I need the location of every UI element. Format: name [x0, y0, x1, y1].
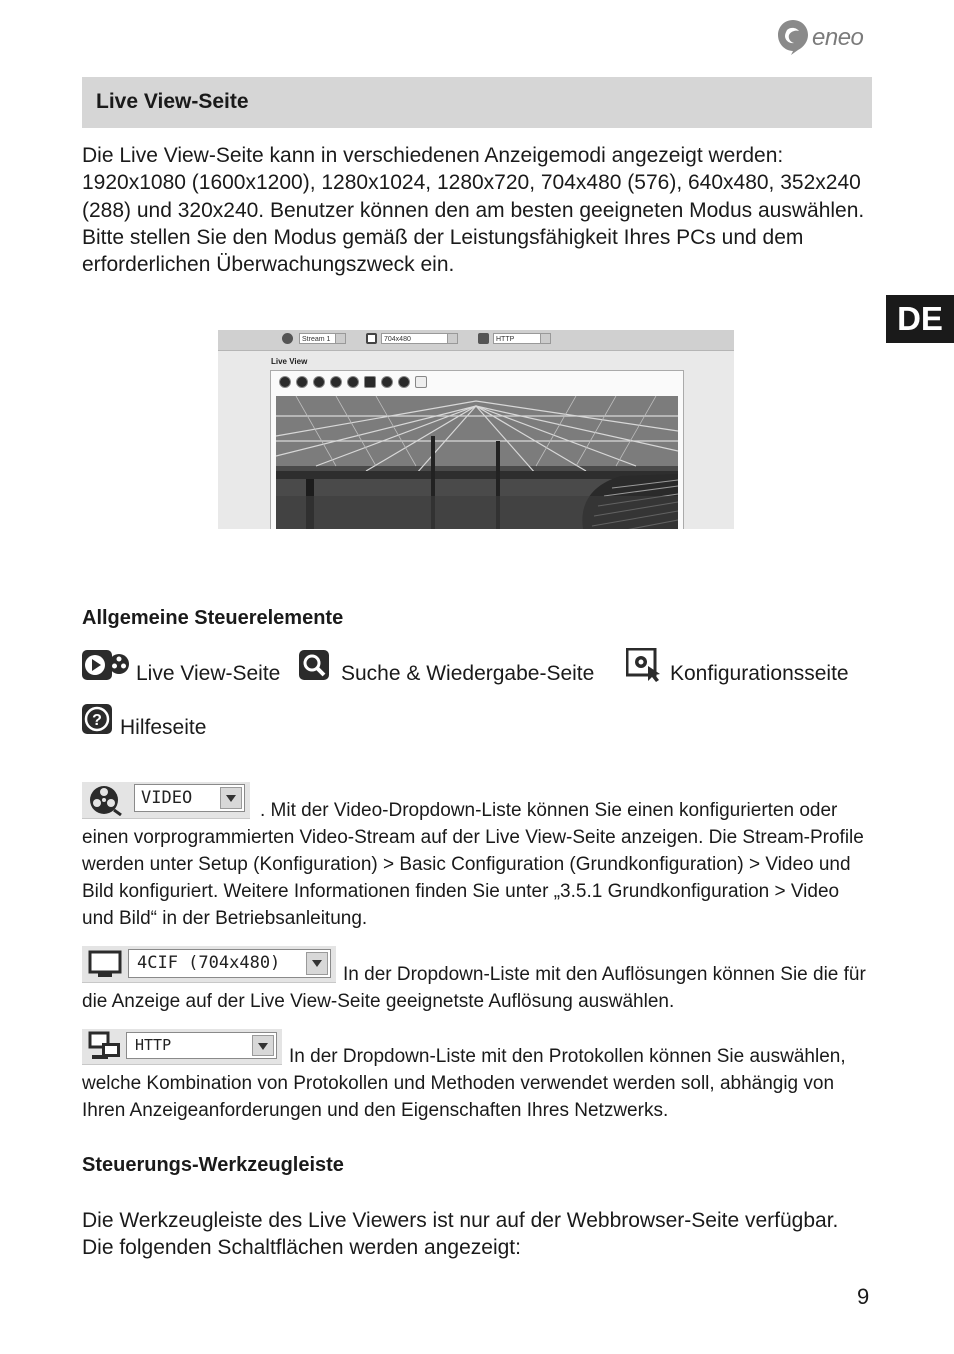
screenshot-panel-label: Live View	[271, 357, 308, 366]
zoom-in-icon	[330, 376, 342, 388]
close-icon	[364, 376, 376, 388]
live-view-screenshot	[218, 330, 734, 529]
logo-wordmark: eneo	[812, 24, 864, 51]
section-heading-general: Allgemeine Steuerelemente	[82, 607, 344, 629]
search-icon	[299, 650, 329, 680]
film-reel-icon	[282, 333, 293, 344]
video-dropdown-description: . Mit der Video-Dropdown-Liste können Sie einen konfigurierten oder einen vorprogrammierten Video-Stream auf der Live View-Seite anzeigen. Die Stream-Profile werden unter Setup (Konfiguration) > Basic Configuration (Grundkonfiguration) > Video und Bild konfiguriert. Weitere Informationen finden Sie unter „3.5.1 Grundkonfiguration > Video und Bild“ in der Betriebsanleitung.	[82, 800, 864, 929]
page-title: Live View-Seite	[96, 90, 249, 113]
monitor-icon	[366, 333, 377, 344]
section-title-band	[82, 77, 872, 128]
protocol-dropdown-description: In der Dropdown-Liste mit den Protokollen können Sie auswählen, welche Kombination von Protokollen und Methoden verwendet werden soll, abhängig von Ihren Anzeigeanforderungen und den Eigenschaften Ihres Netzwerks.	[82, 1046, 846, 1121]
protocol-select[interactable]: HTTP	[126, 1032, 277, 1059]
section-heading-toolbar: Steuerungs-Werkzeugleiste	[82, 1154, 344, 1176]
intro-paragraph: Die Live View-Seite kann in verschiedenen Anzeigemodi angezeigt werden: 1920x1080 (1600x1200), 1280x1024, 1280x720, 704x480 (576), 640x480, 352x240 (288) und 320x240. Benutzer können den am besten geeigneten Modus auswählen. Bitte stellen Sie den Modus gemäß der Leistungsfähigkeit Ihres PCs und dem erforderlichen Überwachungszweck ein.	[82, 144, 865, 277]
film-reel-icon	[108, 652, 130, 676]
video-select[interactable]: VIDEO	[134, 784, 245, 812]
nav-configuration-label: Konfigurationsseite	[670, 662, 849, 685]
network-icon	[478, 333, 489, 344]
eneo-logo-mark-icon	[776, 18, 810, 56]
nav-live-view-label: Live View-Seite	[136, 662, 281, 685]
audio-icon	[381, 376, 393, 388]
gear-cursor-icon	[626, 648, 662, 682]
screenshot-resolution-select: 704x480	[381, 333, 458, 344]
toolbar-paragraph: Die Werkzeugleiste des Live Viewers ist nur auf der Webbrowser-Seite verfügbar. Die folgenden Schaltflächen werden angezeigt:	[82, 1209, 839, 1260]
screenshot-topbar	[218, 330, 734, 351]
screenshot-protocol-select: HTTP	[493, 333, 551, 344]
resolution-dropdown-description: In der Dropdown-Liste mit den Auflösungen können Sie die für die Anzeige auf der Live View-Seite geeignetste Auflösung auswählen.	[82, 964, 866, 1012]
resolution-select[interactable]: 4CIF (704x480)	[128, 949, 331, 978]
svg-text:?: ?	[92, 712, 102, 729]
help-icon	[82, 704, 112, 734]
eneo-logo	[774, 16, 884, 60]
page-number: 9	[857, 1284, 870, 1309]
search-playback-icon	[299, 650, 329, 680]
question-mark-icon	[82, 704, 112, 734]
stop-icon	[296, 376, 308, 388]
screenshot-stream-select: Stream 1	[299, 333, 346, 344]
record-icon	[313, 376, 325, 388]
camera-video-image	[276, 396, 678, 529]
configuration-icon	[626, 648, 662, 682]
settings-icon	[398, 376, 410, 388]
play-icon	[279, 376, 291, 388]
fullscreen-icon	[415, 376, 427, 388]
nav-help-label: Hilfeseite	[120, 716, 207, 739]
language-tab: DE	[886, 295, 954, 343]
nav-search-playback-label: Suche & Wiedergabe-Seite	[341, 662, 595, 685]
screenshot-live-panel	[270, 370, 684, 529]
snapshot-icon	[347, 376, 359, 388]
